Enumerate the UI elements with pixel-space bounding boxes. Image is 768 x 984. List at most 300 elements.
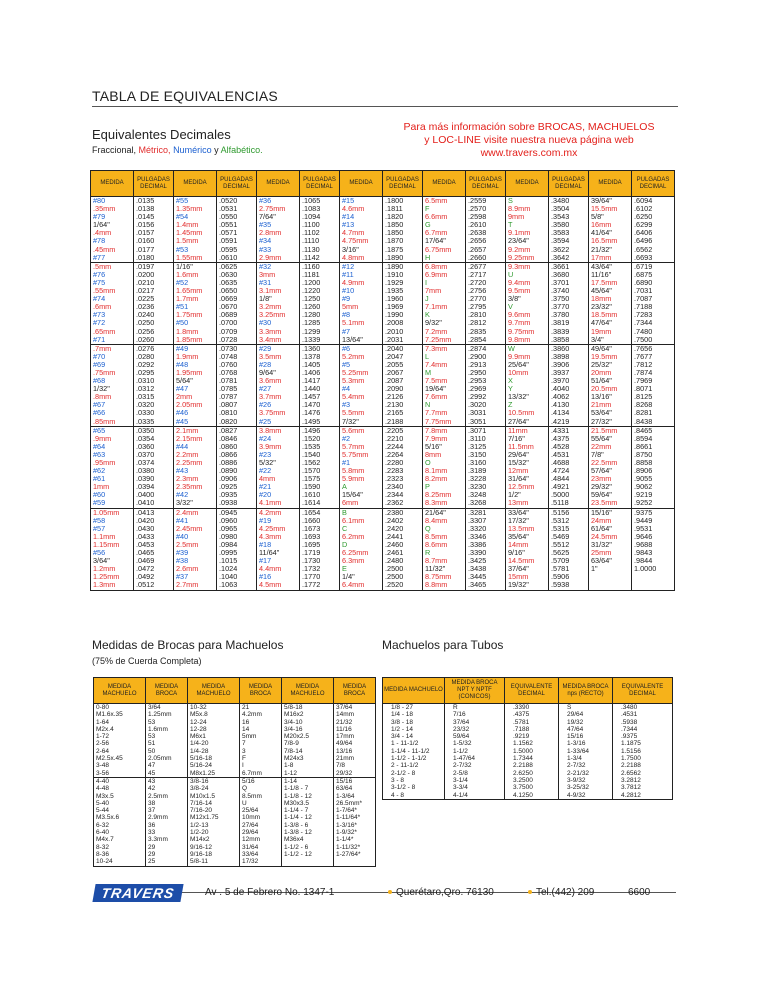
- medida-value: W: [508, 344, 515, 353]
- cell-value: 37/64: [336, 704, 353, 711]
- medida-value: #29: [259, 344, 272, 353]
- decimal-value: .1280: [302, 310, 321, 320]
- page-title: TABLA DE EQUIVALENCIAS: [92, 88, 278, 104]
- medida-cell: [506, 426, 549, 508]
- decimal-value: .5315: [551, 523, 570, 533]
- decimal-value: .6562: [634, 244, 653, 254]
- medida-value: #62: [93, 466, 106, 476]
- medida-value: C: [342, 523, 348, 533]
- cell-value: M16x2: [284, 711, 304, 719]
- decimal-cell: [466, 197, 506, 263]
- cell-value: 29/32: [336, 769, 353, 777]
- medida-value: #3: [342, 400, 351, 410]
- column-header: MEDIDA MACHUELO: [94, 678, 146, 704]
- cell-value: 15/16: [567, 733, 584, 741]
- table-header-row: [383, 678, 673, 704]
- cell-value: 1-14: [284, 777, 298, 785]
- decimal-cell: [632, 426, 675, 508]
- medida-value: 4.1mm: [259, 498, 282, 508]
- medida-value: .65mm: [93, 326, 116, 336]
- medida-value: 2.1mm: [176, 426, 199, 435]
- medida-value: 24.5mm: [591, 531, 618, 541]
- medida-value: 9.6mm: [508, 310, 531, 320]
- footer-phone: [528, 887, 594, 898]
- medida-value: 55/64": [591, 433, 612, 443]
- cell-value: 2.2188: [513, 762, 533, 770]
- cell-value: 1-72: [96, 733, 110, 741]
- cell-value: 1-11/64*: [336, 814, 361, 822]
- decimal-value: .2610: [468, 220, 487, 230]
- decimal-value: .3750: [551, 294, 570, 304]
- medida-value: 1.9mm: [176, 351, 199, 361]
- decimal-value: .0312: [136, 384, 155, 394]
- decimal-value: .4130: [551, 400, 570, 410]
- decimal-value: .8906: [634, 466, 653, 476]
- decimal-value: .0295: [136, 367, 155, 377]
- broca-cell: [146, 704, 188, 778]
- decimal-value: .3622: [551, 244, 570, 254]
- decimal-value: .3480: [551, 196, 570, 205]
- decimal-value: .1910: [385, 269, 404, 279]
- cell-value: 2-21/32: [567, 769, 590, 777]
- cell-value: 1/4 - 18: [391, 711, 414, 719]
- cell-value: 1-11/32*: [336, 843, 361, 851]
- decimal-cell: [549, 262, 589, 344]
- decimal-value: .2380: [385, 508, 404, 517]
- decimal-value: .1024: [219, 564, 238, 574]
- medida-cell: [340, 262, 383, 344]
- decimal-value: .3189: [468, 466, 487, 476]
- decimal-value: .9062: [634, 482, 653, 492]
- medida-value: #26: [259, 400, 272, 410]
- medida-value: 21.5mm: [591, 426, 618, 435]
- medida-cell: [257, 197, 300, 263]
- decimal-value: .1496: [302, 426, 321, 435]
- medida-value: #6: [342, 344, 351, 353]
- bullet-icon: [528, 890, 532, 894]
- medida-value: #73: [93, 310, 106, 320]
- decimal-value: .1250: [302, 294, 321, 304]
- legend-metrico: Métrico,: [138, 145, 171, 155]
- cell-value: U: [242, 799, 247, 807]
- table-row: [91, 426, 675, 508]
- medida-value: 22mm: [591, 441, 612, 451]
- medida-value: 23/32": [591, 302, 612, 312]
- cell-value: 63/64: [336, 785, 353, 793]
- cell-value: 1.1875: [621, 740, 641, 748]
- cell-value: 1-1/4*: [336, 836, 354, 844]
- medida-cell: [174, 344, 217, 426]
- decimal-value: .2570: [468, 204, 487, 214]
- medida-value: 3.8mm: [259, 426, 282, 435]
- decimal-value: .0197: [136, 262, 155, 271]
- decimal-value: .9375: [634, 508, 653, 517]
- decimal-value: .3819: [551, 318, 570, 328]
- cell-value: 10-24: [96, 858, 113, 866]
- medida-cell: [589, 508, 632, 590]
- decimal-value: .4531: [551, 449, 570, 459]
- medida-value: P: [425, 482, 430, 492]
- medida-value: #12: [342, 262, 355, 271]
- decimal-value: .2913: [468, 359, 487, 369]
- decimal-value: .2126: [385, 392, 404, 402]
- cell-value: 1.25mm: [148, 711, 172, 719]
- decimal-value: .1614: [302, 498, 321, 508]
- decimal-value: .0860: [219, 441, 238, 451]
- medida-value: #33: [259, 244, 272, 254]
- decimal-value: .2402: [385, 515, 404, 525]
- cell-value: 1.7500: [621, 755, 641, 763]
- medida-value: 4mm: [259, 474, 276, 484]
- cell-value: 12mm: [242, 836, 261, 844]
- column-header: MEDIDA BROCA: [334, 678, 376, 704]
- decimal-value: .0413: [136, 508, 155, 517]
- medida-value: 9mm: [508, 212, 525, 222]
- medida-value: 37/64": [508, 564, 529, 574]
- cell-value: 4-9/32: [567, 791, 586, 799]
- machuelo-cell: [188, 704, 240, 778]
- decimal-value: .2657: [468, 244, 487, 254]
- decimal-value: .0250: [136, 318, 155, 328]
- decimal-value: .3071: [468, 426, 487, 435]
- table-row: [94, 704, 376, 778]
- cell-value: 1/8 - 27: [391, 704, 414, 711]
- decimal-value: .1406: [302, 367, 321, 377]
- medida-value: .55mm: [93, 286, 116, 296]
- decimal-value: .0374: [136, 458, 155, 467]
- decimal-value: .0315: [136, 392, 155, 402]
- medida-value: #75: [93, 277, 106, 287]
- decimal-value: .4844: [551, 474, 570, 484]
- medida-value: B: [342, 508, 347, 517]
- decimal-value: .0945: [219, 508, 238, 517]
- cell-value: 1-5/32: [453, 740, 472, 748]
- decimal-value: .0160: [136, 236, 155, 246]
- decimal-cell: [300, 426, 340, 508]
- decimal-value: .0984: [219, 539, 238, 549]
- decimal-value: .3051: [468, 416, 487, 426]
- medida-value: 14.5mm: [508, 556, 535, 566]
- medida-value: 15.5mm: [591, 204, 618, 214]
- column-header: MEDIDA: [257, 171, 300, 197]
- decimal-value: .2244: [385, 441, 404, 451]
- decimal-value: .1811: [385, 204, 403, 214]
- medida-value: 1/8": [259, 294, 272, 304]
- medida-value: 7.8mm: [425, 426, 448, 435]
- decimal-value: .3425: [468, 556, 487, 566]
- table-row: [91, 508, 675, 590]
- medida-value: .8mm: [93, 392, 112, 402]
- decimal-cell: [217, 197, 257, 263]
- medida-cell: [423, 197, 466, 263]
- decimal-value: [634, 581, 674, 589]
- medida-value: .5mm: [93, 262, 112, 271]
- decimal-value: .1130: [302, 244, 320, 254]
- medida-value: 7/64": [259, 212, 276, 222]
- cell-value: 1/2-13: [190, 821, 209, 829]
- decimal-value: .2280: [385, 458, 404, 467]
- legend-fraccional: Fraccional,: [92, 145, 137, 155]
- machuelo-cell: [282, 704, 334, 778]
- decimal-value: .1673: [302, 523, 321, 533]
- cell-value: 1-3/64: [336, 792, 355, 800]
- decimal-value: .0210: [136, 277, 155, 287]
- decimal-value: .3680: [551, 269, 570, 279]
- decimal-value: .0551: [219, 220, 238, 230]
- decimal-value: .0669: [219, 294, 238, 304]
- medida-value: 13/64": [342, 334, 363, 344]
- medida-value: 5mm: [342, 302, 359, 312]
- decimal-value: .3839: [551, 326, 570, 336]
- decimal-value: .8858: [634, 458, 653, 467]
- decimal-value: .2210: [385, 433, 404, 443]
- medida-value: 20.5mm: [591, 384, 618, 394]
- decimal-value: .0200: [136, 269, 155, 279]
- decimal-value: .3780: [551, 310, 570, 320]
- column-header: MEDIDA BROCA nps (RECTO): [559, 678, 613, 704]
- decimal-value: .0906: [219, 474, 238, 484]
- promo-url[interactable]: www.travers.com.mx: [480, 147, 578, 159]
- decimal-value: .3230: [468, 482, 487, 492]
- decimal-value: .1562: [302, 458, 321, 467]
- medida-value: 22.5mm: [591, 458, 618, 467]
- decimal-value: .3150: [468, 449, 487, 459]
- decimal-cell: [466, 426, 506, 508]
- medida-cell: [257, 508, 300, 590]
- medida-value: 1.05mm: [93, 508, 120, 517]
- decimal-value: .1929: [385, 277, 404, 287]
- decimal-value: .2461: [385, 548, 404, 558]
- decimal-value: .0292: [136, 359, 155, 369]
- decimal-value: .3268: [468, 498, 487, 508]
- decimal-value: .3583: [551, 228, 570, 238]
- medida-value: 4.6mm: [342, 204, 365, 214]
- decimal-value: .0689: [219, 310, 238, 320]
- footer-city: [388, 887, 494, 898]
- broca-cell: [146, 777, 188, 866]
- decimal-value: .1417: [302, 376, 321, 386]
- cell-value: 51: [148, 740, 156, 748]
- cell-value: 11/16: [336, 725, 352, 733]
- medida-value: 4.75mm: [342, 236, 369, 246]
- decimal-value: .3860: [551, 344, 570, 353]
- cell-value: M12x1.75: [190, 814, 219, 822]
- decimal-value: .0138: [136, 204, 155, 214]
- medida-value: 25/64": [508, 359, 529, 369]
- decimal-value: .0354: [136, 433, 155, 443]
- cell-value: 42: [148, 785, 156, 793]
- cell-value: 29/64: [567, 711, 584, 719]
- decimal-value: .9252: [634, 498, 653, 508]
- medida-value: .45mm: [93, 244, 116, 254]
- cell-value: 37: [148, 807, 156, 815]
- decimal-value: .3160: [468, 458, 487, 467]
- cell-value: M24x3: [284, 755, 304, 763]
- cell-value: 1-1/2 - 12: [284, 850, 312, 858]
- medida-value: 6.7mm: [425, 228, 448, 238]
- medida-value: 19.5mm: [591, 351, 618, 361]
- medida-value: 21mm: [591, 400, 612, 410]
- medida-cell: [91, 197, 134, 263]
- decimal-value: .0650: [219, 286, 238, 296]
- decimal-value: .2717: [468, 269, 487, 279]
- medida-value: 45/64": [591, 286, 612, 296]
- medida-value: #37: [176, 572, 189, 582]
- cell-value: M36x4: [284, 836, 304, 844]
- medida-value: 17.5mm: [591, 277, 618, 287]
- decimal-value: .8071: [634, 384, 653, 394]
- decimal-value: .0965: [219, 523, 238, 533]
- decimal-value: .8661: [634, 441, 653, 451]
- decimal-value: .3445: [468, 572, 487, 582]
- column-header: MEDIDA: [340, 171, 383, 197]
- decimal-cell: [632, 508, 675, 590]
- column-header: MEDIDA BROCA: [240, 678, 282, 704]
- decimal-value: .0550: [219, 212, 238, 222]
- medida-value: J: [425, 294, 429, 304]
- decimal-value: .3580: [551, 220, 570, 230]
- medida-value: .35mm: [93, 204, 116, 214]
- cell-value: M2x.4: [96, 725, 114, 733]
- medida-value: 5/8": [591, 212, 604, 222]
- cell-value: 8-36: [96, 850, 110, 858]
- medida-value: #30: [259, 318, 272, 328]
- medida-value: 5.2mm: [342, 351, 365, 361]
- decimal-value: .0240: [136, 310, 155, 320]
- cell-value: 17/32: [242, 858, 259, 866]
- medida-value: 11/16": [591, 269, 612, 279]
- pipe-tap-table: [382, 677, 673, 800]
- decimal-value: .0960: [219, 515, 238, 525]
- decimal-value: .2720: [468, 277, 487, 287]
- medida-value: 2.3mm: [176, 474, 199, 484]
- cell-value: 31/64: [242, 843, 259, 851]
- medida-value: 23.5mm: [591, 498, 618, 508]
- decimal-value: .6406: [634, 228, 653, 238]
- decimal-value: .1040: [219, 572, 238, 582]
- medida-value: #45: [176, 416, 189, 426]
- decimal-value: .2010: [385, 326, 404, 336]
- decimal-value: .1520: [302, 433, 321, 443]
- decimal-value: .1181: [302, 269, 320, 279]
- decimal-value: .1935: [385, 286, 404, 296]
- decimal-value: .1220: [302, 286, 321, 296]
- broca-cell: [240, 777, 282, 866]
- medida-value: 19mm: [591, 326, 612, 336]
- medida-value: 23/64": [508, 236, 529, 246]
- medida-cell: [340, 197, 383, 263]
- cell-value: 45: [148, 769, 156, 777]
- medida-value: R: [425, 548, 431, 558]
- decimal-value: .2598: [468, 212, 487, 222]
- medida-value: 3/32": [176, 498, 193, 508]
- medida-value: 57/64": [591, 466, 612, 476]
- medida-value: 9.8mm: [508, 334, 531, 344]
- cell-value: 7/8-9: [284, 740, 299, 748]
- decimal-value: .5000: [551, 490, 570, 500]
- medida-value: 1.35mm: [176, 204, 203, 214]
- cell-value: 3.2812: [621, 776, 641, 784]
- decimal-value: .0276: [136, 344, 155, 353]
- decimal-value: .8438: [634, 416, 653, 426]
- medida-value: U: [508, 269, 514, 279]
- medida-value: 1/2": [508, 490, 521, 500]
- medida-cell: [340, 508, 383, 590]
- decimal-cell: [134, 197, 174, 263]
- medida-value: #19: [259, 515, 272, 525]
- decimal-value: .7283: [634, 310, 653, 320]
- cell-value: 19/32: [567, 718, 584, 726]
- decimal-cell: [383, 197, 423, 263]
- medida-value: 7/32": [342, 416, 359, 426]
- decimal-value: .1160: [302, 262, 320, 271]
- medida-value: 1": [591, 564, 598, 574]
- medida-cell: [506, 344, 549, 426]
- tubos-cell: [505, 704, 559, 800]
- decimal-cell: [383, 508, 423, 590]
- medida-value: #71: [93, 334, 106, 344]
- medida-cell: [174, 508, 217, 590]
- decimal-value: .0768: [219, 367, 238, 377]
- cell-value: 1-1/8 - 12: [284, 792, 312, 800]
- medida-value: #48: [176, 359, 189, 369]
- medida-value: 3.2mm: [259, 302, 282, 312]
- medida-value: 1.7mm: [176, 294, 199, 304]
- medida-value: 35/64": [508, 531, 529, 541]
- cell-value: 25: [148, 858, 156, 866]
- medida-cell: [423, 262, 466, 344]
- decimal-value: .2953: [468, 376, 487, 386]
- medida-value: 25mm: [591, 548, 612, 558]
- decimal-value: .7677: [634, 351, 653, 361]
- medida-value: 6.4mm: [342, 580, 365, 590]
- medida-value: #67: [93, 400, 106, 410]
- medida-value: 49/64": [591, 344, 612, 353]
- bullet-icon: [388, 890, 392, 894]
- medida-value: 2.6mm: [176, 564, 199, 574]
- cell-value: 3 - 8: [391, 776, 405, 784]
- cell-value: 6.7mm: [242, 769, 262, 777]
- medida-value: N: [425, 400, 431, 410]
- cell-value: .9219: [513, 733, 530, 741]
- medida-value: #2: [342, 433, 351, 443]
- decimal-cell: [134, 262, 174, 344]
- decimal-value: .0995: [219, 548, 238, 558]
- decimal-value: .0256: [136, 326, 155, 336]
- decimal-value: .6299: [634, 220, 653, 230]
- medida-value: 5.5mm: [342, 408, 365, 418]
- medida-value: 10.5mm: [508, 408, 535, 418]
- decimal-value: .1102: [302, 228, 320, 238]
- decimal-value: .1850: [385, 228, 404, 238]
- cell-value: 3-25/32: [567, 784, 590, 792]
- column-header: MEDIDA MACHUELO: [383, 678, 445, 704]
- medida-value: 1/64": [93, 220, 110, 230]
- decimal-value: .0465: [136, 548, 155, 558]
- cell-value: 0-80: [96, 704, 110, 711]
- medida-value: #7: [342, 326, 351, 336]
- decimal-value: .0625: [219, 262, 238, 271]
- medida-value: 5.1mm: [342, 318, 365, 328]
- cell-value: 2-1/2 - 8: [391, 769, 416, 777]
- cell-value: 3/8-24: [190, 785, 209, 793]
- medida-value: 9.4mm: [508, 277, 531, 287]
- medida-value: 4.7mm: [342, 228, 365, 238]
- decimal-cell: [466, 262, 506, 344]
- medida-value: #74: [93, 294, 106, 304]
- decimal-value: .1285: [302, 318, 321, 328]
- decimal-value: .0453: [136, 539, 155, 549]
